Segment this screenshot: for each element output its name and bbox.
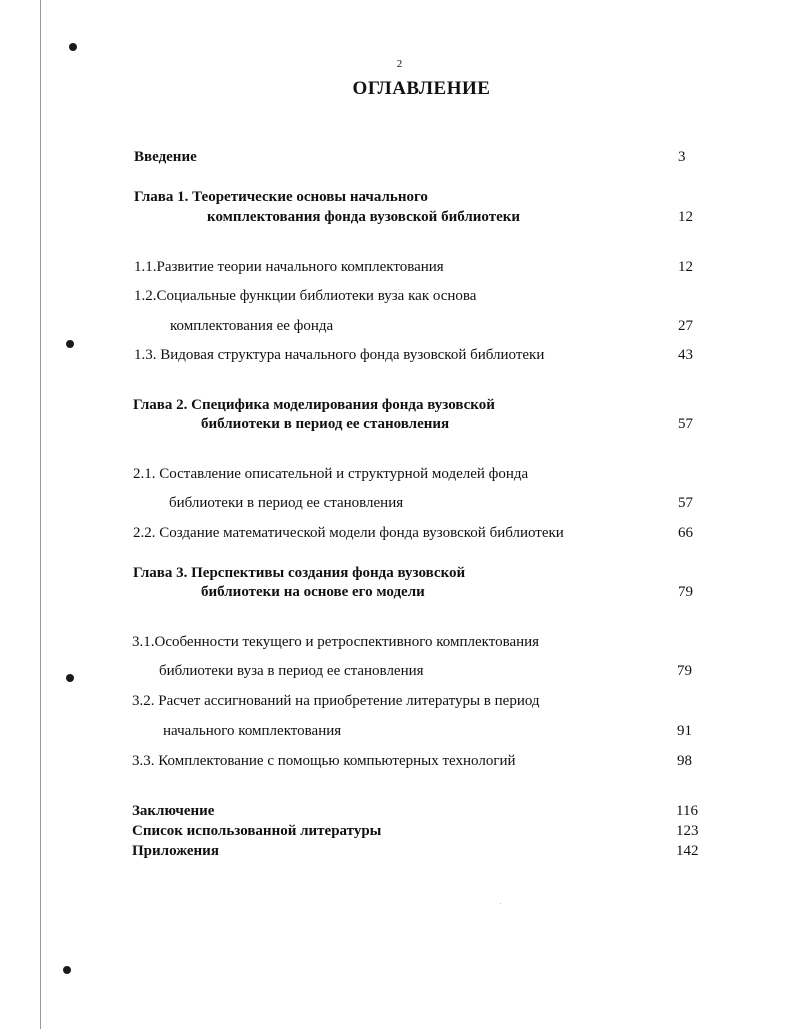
toc-chapter3-title-line2: библиотеки на основе его модели	[201, 584, 425, 600]
toc-appendices-label: Приложения	[132, 843, 219, 859]
toc-references-label: Список использованной литературы	[132, 823, 382, 839]
toc-chapter3-title-line1: Глава 3. Перспективы создания фонда вузовской	[133, 565, 466, 581]
toc-chapter2-title-line1: Глава 2. Специфика моделирования фонда вузовской	[133, 397, 495, 413]
scan-margin-line	[40, 0, 41, 1029]
toc-section-3-1-line2: библиотеки вуза в период ее становления	[159, 663, 424, 679]
punch-hole-mark	[69, 43, 77, 51]
punch-hole-mark	[66, 674, 74, 682]
toc-section-1-2-line2: комплектования ее фонда	[170, 318, 334, 334]
toc-chapter2-title-line2: библиотеки в период ее становления	[201, 416, 450, 432]
page-title: ОГЛАВЛЕНИЕ	[352, 78, 491, 99]
toc-section-3-1-page: 79	[677, 663, 692, 679]
toc-section-3-2-line1: 3.2. Расчет ассигнований на приобретение литературы в период	[132, 693, 540, 709]
toc-section-3-2-page: 91	[677, 723, 692, 739]
toc-section-2-1-line1: 2.1. Составление описательной и структурной моделей фонда	[133, 466, 529, 482]
toc-conclusion-label: Заключение	[132, 803, 215, 819]
scan-speck	[500, 903, 501, 904]
toc-chapter2-page: 57	[678, 416, 693, 432]
toc-section-2-2: 2.2. Создание математической модели фонда вузовской библиотеки	[133, 525, 564, 541]
toc-chapter1-title-line2: комплектования фонда вузовской библиотеки	[207, 209, 521, 225]
toc-appendices-page: 142	[676, 843, 699, 859]
punch-hole-mark	[66, 340, 74, 348]
toc-section-2-2-page: 66	[678, 525, 693, 541]
toc-section-3-2-line2: начального комплектования	[163, 723, 342, 739]
toc-section-3-1-line1: 3.1.Особенности текущего и ретроспективного комплектования	[132, 634, 540, 650]
toc-section-2-1-line2: библиотеки в период ее становления	[169, 495, 404, 511]
toc-section-1-3-page: 43	[678, 347, 693, 363]
toc-section-1-1-page: 12	[678, 259, 693, 275]
toc-section-3-3-page: 98	[677, 753, 692, 769]
toc-intro-label: Введение	[134, 149, 197, 165]
toc-section-1-3: 1.3. Видовая структура начального фонда вузовской библиотеки	[134, 347, 545, 363]
toc-conclusion-page: 116	[676, 803, 698, 819]
toc-chapter1-page: 12	[678, 209, 693, 225]
toc-section-1-2-page: 27	[678, 318, 693, 334]
toc-section-1-1: 1.1.Развитие теории начального комплектования	[134, 259, 444, 275]
toc-references-page: 123	[676, 823, 699, 839]
toc-section-3-3: 3.3. Комплектование с помощью компьютерных технологий	[132, 753, 516, 769]
page-number: 2	[396, 58, 403, 70]
toc-section-1-2-line1: 1.2.Социальные функции библиотеки вуза как основа	[134, 288, 477, 304]
toc-chapter1-title-line1: Глава 1. Теоретические основы начального	[134, 189, 428, 205]
punch-hole-mark	[63, 966, 71, 974]
toc-section-2-1-page: 57	[678, 495, 693, 511]
toc-chapter3-page: 79	[678, 584, 693, 600]
toc-intro-page: 3	[678, 149, 686, 165]
